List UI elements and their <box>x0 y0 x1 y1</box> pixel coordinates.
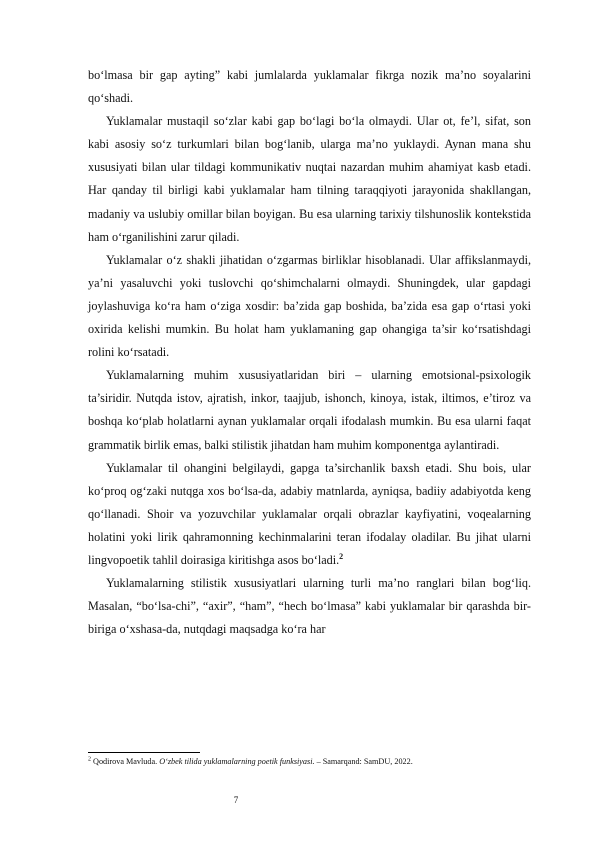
paragraph-6 <box>88 572 531 641</box>
body-text <box>88 64 531 641</box>
paragraph-4 <box>88 364 531 456</box>
paragraph-3 <box>88 249 531 364</box>
footnote-publisher: – Samarqand: SamDU, 2022. <box>316 757 413 766</box>
paragraph-5 <box>88 457 531 572</box>
footnote-title: O‘zbek tilida yuklamalarning poetik funksiyasi. <box>159 757 315 766</box>
footnote-reference[interactable]: 2 <box>339 551 344 561</box>
paragraph-1 <box>88 64 531 110</box>
footnote-author: Qodirova Mavluda. <box>93 757 158 766</box>
paragraph-3-text: Yuklamalar o‘z shakli jihatidan o‘zgarmas birliklar hisoblanadi. Ular affikslanmaydi, ya’ni yasaluvchi yoki tuslovchi qo‘shimchalarni olmaydi. Shuningdek, ular gapdagi joylashuviga ko‘ra ham o‘ziga xosdir: ba’zida gap boshida, ba’zida esa gap o‘rtasi yoki oxirida kelishi mumkin. Bu holat ham yuklamaning gap ohangiga ta’sir ko‘rsatishdagi rolini ko‘rsatadi. <box>88 252 531 360</box>
paragraph-4-text: Yuklamalarning muhim xususiyatlaridan biri – ularning emotsional-psixologik ta’siridir. Nutqda istov, ajratish, inkor, taajjub, ishonch, kinoya, istak, iltimos, e’tiroz va boshqa ko‘plab holatlarni aynan yuklamalar orqali ifodalash mumkin. Bu esa ularni faqat grammatik birlik emas, balki stilistik jihatdan ham muhim komponentga aylantiradi. <box>88 368 531 452</box>
paragraph-1-text: bo‘lmasa bir gap ayting” kabi jumlalarda yuklamalar fikrga nozik ma’no soyalarini qo‘shadi. <box>88 68 531 106</box>
footnote-number: 2 <box>88 756 91 763</box>
footnote-divider <box>88 752 200 753</box>
paragraph-6-text: Yuklamalarning stilistik xususiyatlari ularning turli ma’no ranglari bilan bog‘liq. Masalan, “bo‘lsa-chi”, “axir”, “ham”, “hech bo‘lmasa” kabi yuklamalar bir qarashda bir-biriga o‘xshasa-da, nutqdagi maqsadga ko‘ra har <box>88 576 531 637</box>
footnote <box>88 756 538 767</box>
paragraph-2 <box>88 110 531 249</box>
page-number: 7 <box>233 795 239 805</box>
paragraph-5-text: Yuklamalar til ohangini belgilaydi, gapga ta’sirchanlik baxsh etadi. Shu bois, ular ko‘proq og‘zaki nutqga xos bo‘lsa-da, adabiy matnlarda, ayniqsa, badiiy adabiyotda keng qo‘llanadi. Shoir va yozuvchilar yuklamalar orqali obrazlar kayfiyatini, voqealarning holatini yoki lirik qahramonning kechinmalarini teran ifodalay oladilar. Bu jihat ularni lingvopoetik tahlil doirasiga kiritishga asos bo‘ladi. <box>88 460 531 567</box>
paragraph-2-text: Yuklamalar mustaqil so‘zlar kabi gap bo‘lagi bo‘la olmaydi. Ular ot, fe’l, sifat, son kabi asosiy so‘z turkumlari bilan bog‘lanib, ularga ma’no yuklaydi. Aynan mana shu xususiyati bilan ular tildagi kommunikativ nuqtai nazardan muhim ahamiyat kasb etadi. Har qanday til birligi kabi yuklamalar ham tilning taraqqiyoti jarayonida shakllangan, madaniy va uslubiy omillar bilan boyigan. Bu esa ularning tarixiy tilshunoslik kontekstida ham o‘rganilishini zarur qiladi. <box>88 114 531 244</box>
